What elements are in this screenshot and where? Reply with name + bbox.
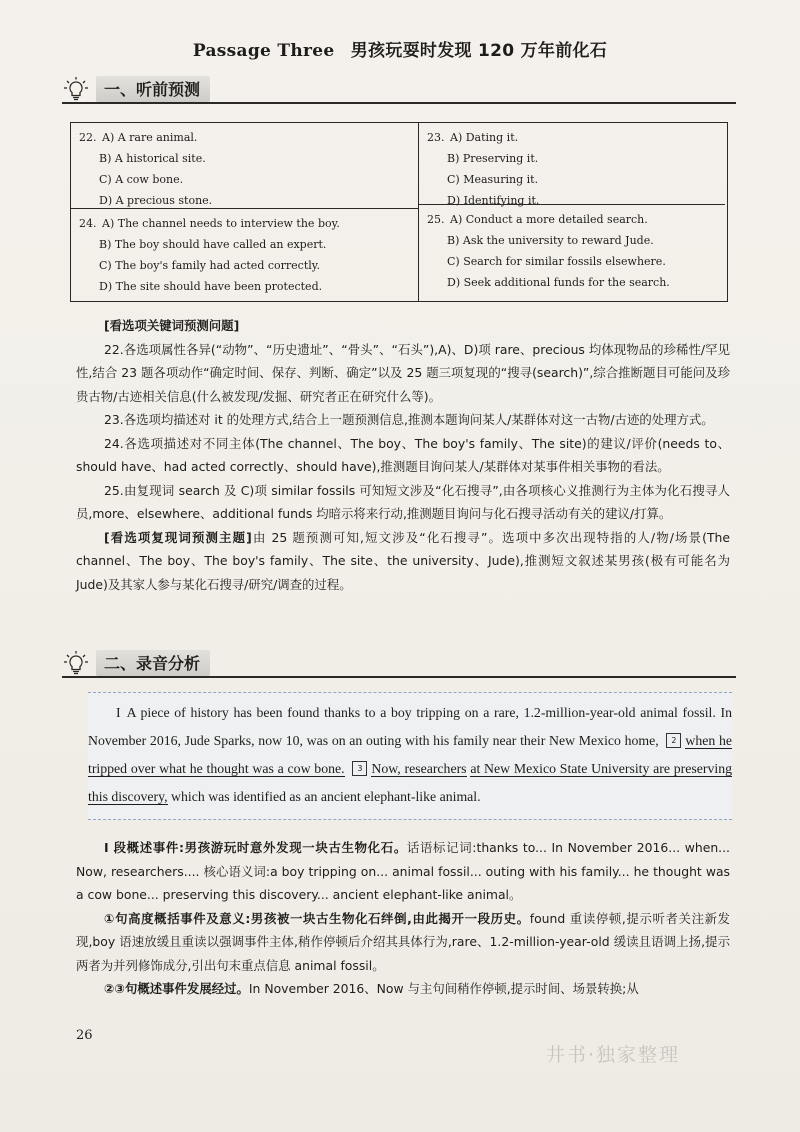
question-24: [71, 209, 419, 301]
question-25: [419, 205, 725, 301]
question-options-table: [70, 122, 728, 302]
transcript-intro: A piece of history has been found thanks to a boy tripping on a rare, 1.2-million-year-old animal fossil. In November 2016, Jude Sparks, now 10, was on an outing with his family near their New Mexico home,: [88, 705, 732, 748]
analysis-22: 22.各选项属性各异(“动物”、“历史遗址”、“骨头”、“石头”),A)、D)项 rare、precious 均体现物品的珍稀性/罕见性,结合 23 题各项动作“确定时间、保存、判断、确定”以及 25 题三项复现的“搜寻(search)”,综合推断题目可能问及珍贵古物/古迹相关信息(什么被发现/发掘、研究者正在研究什么等)。: [76, 341, 730, 404]
paragraph-mark: I: [116, 705, 121, 720]
sentence-1-analysis: ①句高度概括事件及意义:男孩被一块古生物化石绊倒,由此揭开一段历史。found 重读停顿,提示听者关注新发现,boy 语速放缓且重读以强调事件主体,稍作停顿后介绍其具体行为,rare、1.2-million-year-old 缓读且语调上扬,提示两者为并列修饰成分,引出句末重点信息 animal fossil。: [76, 910, 730, 973]
analysis-23: 23.各选项均描述对 it 的处理方式,结合上一题预测信息,推测本题询问某人/某群体对这一古物/古迹的处理方式。: [104, 412, 714, 427]
section-title: 一、听前预测: [96, 76, 210, 102]
theme-prediction: [看选项复现词预测主题]由 25 题预测可知,短文涉及“化石搜寻”。选项中多次出现特指的人/物/场景(The channel、The boy、The boy's family、The site、the university、Jude),推测短文叙述某男孩(极有可能名为 Jude)及其家人参与某化石搜寻/研究/调查的过程。: [76, 529, 731, 592]
option-24-d: D) The site should have been protected.: [99, 280, 323, 293]
option-23-c: C) Measuring it.: [447, 173, 539, 186]
page-title: [0, 36, 800, 61]
recording-analysis: [76, 836, 730, 1001]
option-25-c: C) Search for similar fossils elsewhere.: [447, 255, 666, 268]
question-22: [71, 123, 419, 209]
option-23-d: D) Identifying it.: [447, 194, 540, 207]
passage-title-zh: 男孩玩耍时发现 120 万年前化石: [350, 41, 608, 61]
analysis-25: 25.由复现词 search 及 C)项 similar fossils 可知短文涉及“化石搜寻”,由各项核心义推测行为主体为化石搜寻人员,more、elsewhere、additional funds 均暗示将来行动,推测题目询问与化石搜寻活动有关的建议/打算。: [76, 482, 730, 521]
option-24-a: 24. A) The channel needs to interview the boy.: [79, 217, 340, 230]
option-22-d: D) A precious stone.: [99, 194, 213, 207]
underlined-sentence-3a: Now, researchers: [371, 761, 467, 776]
section-divider: [62, 676, 736, 678]
analysis-24: 24.各选项描述对不同主体(The channel、The boy、The boy's family、The site)的建议/评价(needs to、should have、had acted correctly、should have),推测题目询问某人/某群体对某事件相关事物的看法。: [76, 435, 730, 474]
option-25-a: 25. A) Conduct a more detailed search.: [427, 213, 648, 226]
watermark: 井书·独家整理: [546, 1044, 681, 1066]
transcript-paragraph: [88, 699, 732, 811]
section-heading-pre-listening: [62, 76, 210, 102]
prediction-analysis: [76, 314, 730, 596]
option-24-c: C) The boy's family had acted correctly.: [99, 259, 321, 272]
option-22-c: C) A cow bone.: [99, 173, 184, 186]
sentence-number-icon: 2: [666, 733, 681, 748]
keywords-label: [看选项关键词预测问题]: [104, 318, 240, 333]
option-22-b: B) A historical site.: [99, 152, 206, 165]
option-22-a: 22. A) A rare animal.: [79, 131, 198, 144]
lightbulb-icon: [62, 650, 90, 676]
underlined-sentence-2: when he tripped over what he thought was a cow bone.: [88, 733, 732, 776]
transcript-box: [88, 692, 732, 820]
option-23-b: B) Preserving it.: [447, 152, 539, 165]
question-23: [419, 123, 725, 205]
option-24-b: B) The boy should have called an expert.: [99, 238, 327, 251]
passage-label: Passage Three: [192, 41, 335, 61]
sentence-2-3-analysis: ②③句概述事件发展经过。In November 2016、Now 与主句间稍作停顿,提示时间、场景转换;从: [104, 981, 639, 996]
section-divider: [62, 102, 736, 104]
option-23-a: 23. A) Dating it.: [427, 131, 519, 144]
lightbulb-icon: [62, 76, 90, 102]
option-25-d: D) Seek additional funds for the search.: [447, 276, 670, 289]
sentence-number-icon: 3: [352, 761, 367, 776]
option-25-b: B) Ask the university to reward Jude.: [447, 234, 654, 247]
paragraph-summary: I 段概述事件:男孩游玩时意外发现一块古生物化石。话语标记词:thanks to... In November 2016... when... Now, researchers.... 核心语义词:a boy tripping on... animal fossil... outing with his family... he thought was a cow bone... preserving this discovery... ancient elephant-like animal。: [76, 840, 730, 902]
section-title: 二、录音分析: [96, 650, 210, 676]
transcript-end: which was identified as an ancient elephant-like animal.: [171, 789, 481, 804]
section-heading-recording-analysis: [62, 650, 210, 676]
underlined-sentence-3b: at New Mexico State University are preserving this discovery,: [88, 761, 732, 804]
page-number: 26: [76, 1028, 93, 1043]
